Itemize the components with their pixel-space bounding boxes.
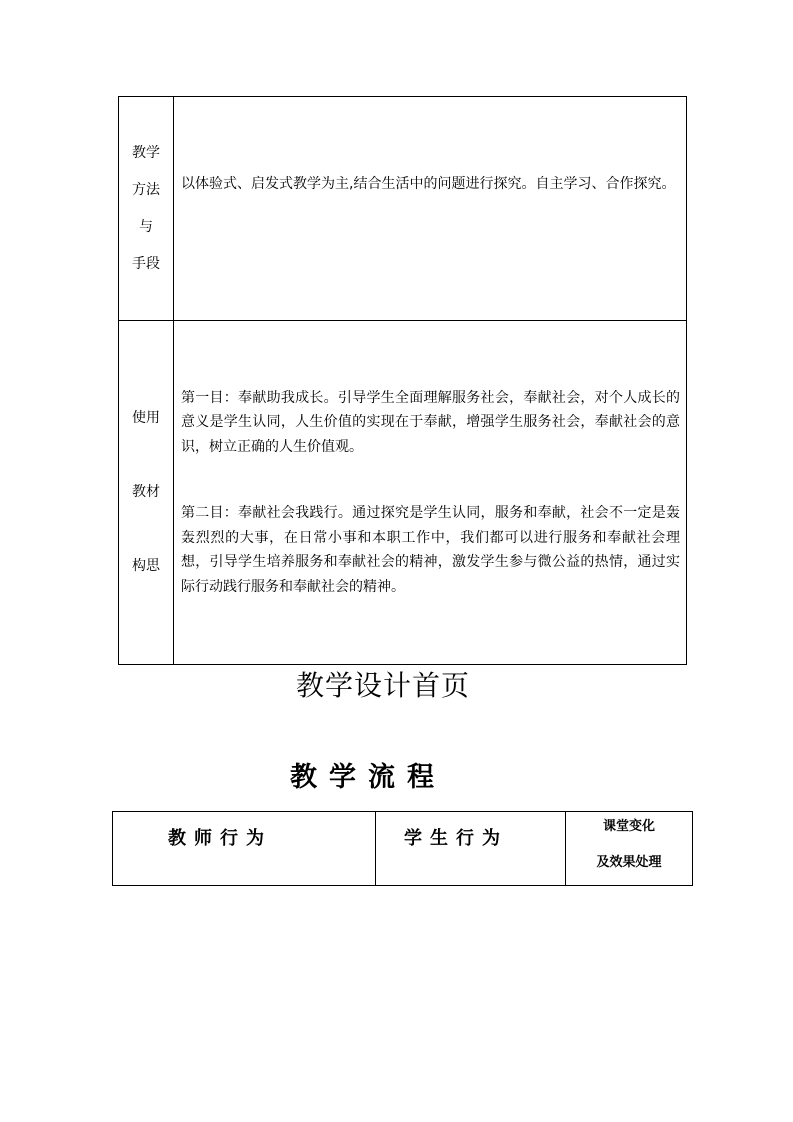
- flow-table: [112, 811, 693, 886]
- flow-title: 教学流程: [290, 762, 446, 793]
- flow-header-row: [113, 812, 693, 886]
- teacher-behavior-header: 教师行为: [113, 812, 376, 886]
- material-content-cell: [174, 321, 687, 665]
- effect-header: [566, 812, 693, 886]
- method-label-line: 手段: [132, 255, 160, 272]
- section-title: 教学设计首页: [295, 669, 470, 702]
- method-row: [119, 97, 687, 321]
- material-label-line: 构思: [132, 558, 160, 574]
- material-label: [119, 321, 174, 665]
- material-label-line: 使用: [132, 410, 160, 426]
- effect-header-line: 课堂变化: [602, 819, 655, 834]
- method-label: [119, 97, 174, 321]
- method-content-cell: [174, 97, 687, 321]
- method-label-line: 教学: [132, 144, 160, 161]
- material-paragraph-2: 第二目：奉献社会我践行。通过探究是学生认同，服务和奉献，社会不一定是轰轰烈烈的大事，在日常小事和本职工作中，我们都可以进行服务和奉献社会理想，引导学生培养服务和奉献社会的精神，激发学生参与微公益的热情，通过实际行动践行服务和奉献社会的精神。: [181, 505, 680, 595]
- method-label-line: 与: [139, 218, 153, 235]
- student-behavior-header: 学生行为: [376, 812, 566, 886]
- method-label-line: 方法: [132, 181, 160, 198]
- lesson-design-table: [118, 96, 687, 665]
- material-paragraph-1: 第一目：奉献助我成长。引导学生全面理解服务社会，奉献社会，对个人成长的意义是学生认同，人生价值的实现在于奉献，增强学生服务社会，奉献社会的意识，树立正确的人生价值观。: [181, 389, 680, 455]
- material-label-line: 教材: [132, 484, 160, 500]
- method-content: 以体验式、启发式教学为主,结合生活中的问题进行探究。自主学习、合作探究。: [181, 176, 676, 193]
- effect-header-line: 及效果处理: [596, 855, 662, 870]
- material-row: [119, 321, 687, 665]
